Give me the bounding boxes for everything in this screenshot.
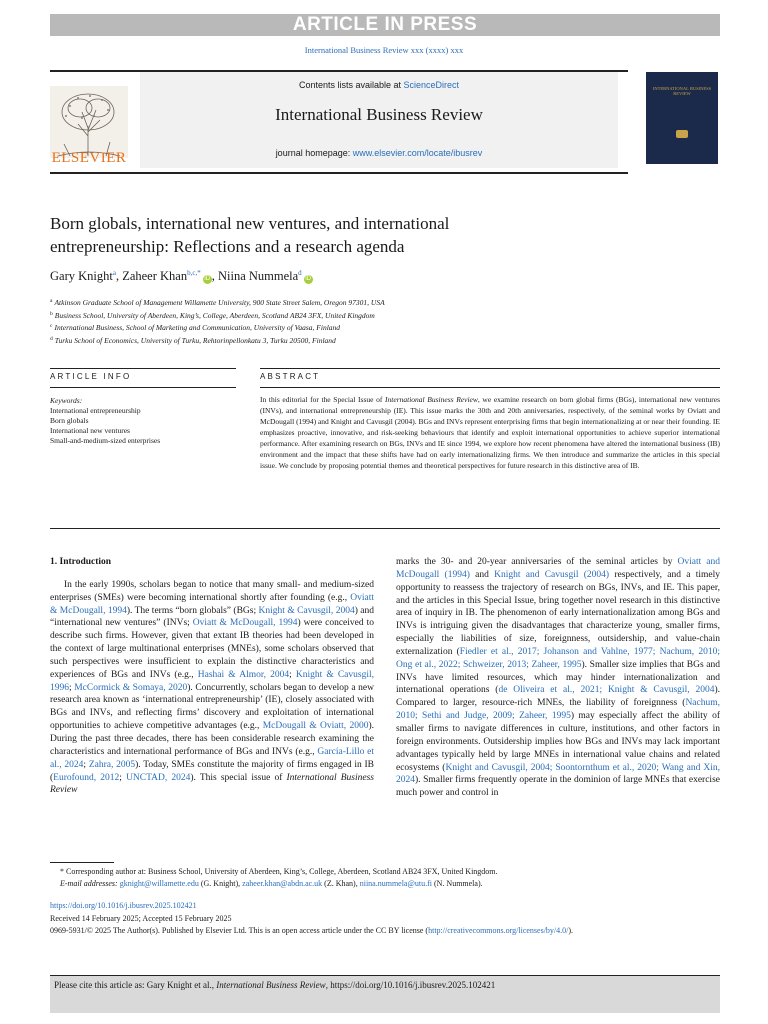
elsevier-wordmark: ELSEVIER <box>51 150 127 166</box>
citation-link[interactable]: McDougall & Oviatt, 2000 <box>262 721 369 732</box>
affiliation-marker: a <box>50 298 53 304</box>
article-title <box>50 212 610 258</box>
author-affiliation-marker[interactable]: a <box>112 269 116 277</box>
affiliation-text: Turku School of Economics, University of Turku, Rehtorinpellonkatu 3, Turku 20500, Finland <box>54 335 336 345</box>
body-text: ) and “international new ventures” (INVs; <box>50 605 374 629</box>
keywords-block <box>50 396 230 446</box>
email-link[interactable]: gknight@willamette.edu <box>119 879 199 888</box>
affiliation-marker: b <box>50 310 53 317</box>
cover-title: INTERNATIONAL BUSINESS REVIEW <box>652 86 712 96</box>
author-affiliation-marker[interactable]: b,c,* <box>187 269 201 277</box>
citation-link[interactable]: Eurofound, 2012 <box>53 772 120 783</box>
body-text: ; <box>69 682 75 693</box>
footnote-rule <box>50 862 114 863</box>
received-accepted-dates: Received 14 February 2025; Accepted 15 February 2025 <box>50 913 232 923</box>
masthead-bottom-rule <box>50 172 628 174</box>
article-metadata <box>50 900 730 938</box>
body-text: ). Smaller firms frequently operate in the dominion of large MNEs that exercise much power and control in <box>396 775 720 799</box>
author-affiliation-marker[interactable]: d <box>298 269 302 277</box>
body-text: ). The terms “born globals” (BGs; <box>126 605 259 616</box>
article-info-heading: ARTICLE INFO <box>50 372 132 381</box>
body-paragraph <box>50 579 374 797</box>
author-name[interactable]: Gary Knight <box>50 269 113 283</box>
affiliation-marker: d <box>50 335 53 342</box>
citation-link[interactable]: Knight and Cavusgil (2004) <box>494 569 610 580</box>
please-cite-box <box>50 975 720 1013</box>
body-text: ). During the past three decades, there has been considerable research examining the characteristics and international performance of BGs and INVs (e.g., <box>50 721 375 757</box>
citation-link[interactable]: Oviatt & McDougall, 1994 <box>50 592 374 616</box>
body-text: ). Compared to larger, resource-rich MNEs, the liability of foreignness ( <box>396 685 720 709</box>
affiliation-item <box>50 296 610 309</box>
article-in-press-banner: ARTICLE IN PRESS <box>50 14 720 36</box>
citation-link[interactable]: Oviatt & McDougall, 1994 <box>192 618 298 629</box>
affiliation-text: Atkinson Graduate School of Management Willamette University, 900 State Street Salem, Oregon 97301, USA <box>54 298 385 307</box>
cite-journal: International Business Review <box>216 980 326 990</box>
affiliation-item <box>50 321 610 334</box>
body-text: ). This special issue of <box>190 772 287 783</box>
contents-prefix: Contents lists available at <box>298 80 404 90</box>
article-info-sub-rule <box>50 387 236 388</box>
body-text: ) may especially affect the ability of smaller firms to navigate differences in culture, institutions, and other factors in foreign environments. Outsidership implies how BGs and INVs may lack important advantages typically held by large MNEs in international value chains and related ecosystems ( <box>396 711 720 773</box>
article-title-line-2: entrepreneurship: Reflections and a research agenda <box>50 237 405 256</box>
article-title-line-1: Born globals, international new ventures, and international <box>50 214 450 233</box>
homepage-link[interactable]: www.elsevier.com/locate/ibusrev <box>352 148 483 158</box>
keyword-item: Small-and-medium-sized enterprises <box>50 436 161 445</box>
sciencedirect-link[interactable]: ScienceDirect <box>403 80 460 90</box>
citation-link[interactable]: UNCTAD, 2024 <box>126 772 191 783</box>
journal-masthead <box>140 72 618 168</box>
body-text: ). Smaller size implies that BGs and INVs have limited resources, which may hinder internationalization and international operations ( <box>396 659 720 696</box>
license-statement <box>50 925 730 938</box>
citation-link[interactable]: Nachum, 2010; Sethi and Judge, 2009; Zaheer, 1995 <box>396 698 720 722</box>
contents-lists-line <box>140 80 618 90</box>
abstract-top-rule <box>260 368 720 369</box>
body-column-right <box>396 556 720 800</box>
author-list: Gary Knight$^a$, Zaheer Khan$^{b,c,*}$iD , Niina Nummela$^d$iD <box>50 269 311 283</box>
footnotes <box>50 866 730 890</box>
cover-badge <box>676 130 688 138</box>
orcid-icon[interactable]: iD <box>305 276 311 282</box>
cite-doi[interactable]: , https://doi.org/10.1016/j.ibusrev.2025.102421 <box>325 980 496 990</box>
citation-link[interactable]: Knight and Cavusgil, 2004; Soontornthum et al., 2020; Wang and Xin, 2024 <box>396 762 720 786</box>
citation-link[interactable]: Oviatt and McDougall (1994) <box>396 557 720 580</box>
journal-citation-link[interactable]: International Business Review xxx (xxxx) xxx <box>304 45 464 55</box>
citation-link[interactable]: Knight & Cavusgil, 1996 <box>50 669 375 693</box>
journal-homepage-line <box>140 148 618 158</box>
license-text: 0969-5931/© 2025 The Author(s). Published by Elsevier Ltd. This is an open access article under the CC BY license ( <box>50 926 429 935</box>
journal-name-italic: International Business Review <box>50 772 374 796</box>
email-link[interactable]: zaheer.khan@abdn.ac.uk <box>242 879 323 888</box>
citation-link[interactable]: Zahra, 2005 <box>88 759 136 770</box>
affiliation-text: Business School, University of Aberdeen, King’s, College, Aberdeen, Scotland AB24 3FX, United Kingdom <box>54 310 375 320</box>
citation-link[interactable]: Hashai & Almor, 2004 <box>197 669 290 680</box>
abstract-journal-name: International Business Review <box>385 395 478 404</box>
author-name[interactable]: Zaheer Khan <box>122 269 188 283</box>
email-addresses <box>50 878 730 890</box>
license-text: ). <box>568 926 574 935</box>
affiliation-item <box>50 334 610 347</box>
body-column-left <box>50 556 374 797</box>
body-text: ; <box>289 669 296 680</box>
article-info-top-rule <box>50 368 236 369</box>
author-name[interactable]: Niina Nummela <box>217 269 299 283</box>
journal-cover-thumbnail[interactable] <box>646 72 718 164</box>
body-text: and <box>469 569 495 580</box>
cite-text: Please cite this article as: Gary Knight et al., <box>54 980 217 990</box>
homepage-prefix: journal homepage: <box>275 148 353 158</box>
body-text: ; <box>119 772 127 783</box>
email-label: E-mail addresses: <box>60 879 118 888</box>
email-link[interactable]: niina.nummela@utu.fi <box>359 879 432 888</box>
keyword-item: Born globals <box>50 416 89 425</box>
section-heading-introduction: 1. Introduction <box>50 557 112 567</box>
orcid-icon[interactable]: iD <box>204 276 211 282</box>
citation-link[interactable]: de Oliveira et al., 2021; Knight & Cavusgil, 2004 <box>498 685 715 696</box>
keyword-item: International entrepreneurship <box>50 406 141 415</box>
affiliation-text: International Business, School of Marketing and Communication, University of Vaasa, Finland <box>54 323 341 332</box>
body-text: marks the 30- and 20-year anniversaries of the seminal articles by <box>396 557 678 567</box>
keywords-label: Keywords: <box>50 396 83 405</box>
body-text: ) were conceived to describe such firms. However, given that extant IB theories had been developed in the context of large multinational enterprises (MNEs), some scholars observed that such perspectives were insufficient to explain the distinctive characteristics and experiences of BGs and INVs (e.g., <box>50 618 374 680</box>
body-text: respectively, and a timely opportunity to reassess the trajectory of research on BGs, INVs, and IE. This paper, and the articles in this Special Issue, bring together novel research in this distinctive area of inquiry in IB. The phenomenon of early internationalization among BGs and INVs is intriguing given the disadvantages that characterize young, smaller firms, especially the liabilities of size, foreignness, outsidership, and value-chain externalization ( <box>396 569 720 657</box>
citation-link[interactable]: Knight & Cavusgil, 2004 <box>258 605 355 616</box>
email-owner: (N. Nummela). <box>431 879 483 888</box>
abstract-text <box>260 394 720 471</box>
abstract-sub-rule <box>260 387 720 388</box>
body-text: ). Concurrently, scholars began to develop a new research area known as ‘international entrepreneurship’ (IE), closely associated with BGs and INVs, and reflecting firms’ discovery and exploitation of international opportunities to achieve competitive advantages (e.g., <box>50 682 375 732</box>
affiliation-marker: c <box>50 323 53 329</box>
body-text: ). Today, SMEs constitute the majority of firms engaged in IB ( <box>50 759 375 783</box>
keyword-item: International new ventures <box>50 426 130 435</box>
affiliation-item <box>50 309 610 322</box>
journal-title: International Business Review <box>275 105 483 124</box>
body-paragraph <box>396 556 720 800</box>
abstract-bottom-rule <box>50 528 720 529</box>
citation-link[interactable]: García-Lillo et al., 2024 <box>50 746 374 770</box>
citation-link[interactable]: Fiedler et al., 2017; Johanson and Vahlne, 1977; Nachum, 2010; Ong et al., 2022; Schweizer, 2013; Zaheer, 1995 <box>396 646 720 670</box>
corresponding-author-note: * Corresponding author at: Business School, University of Aberdeen, King’s, College, Aberdeen, Scotland AB24 3FX, United Kingdom. <box>60 867 498 876</box>
email-owner: (Z. Khan), <box>322 879 360 888</box>
email-owner: (G. Knight), <box>198 879 243 888</box>
citation-link[interactable]: McCormick & Somaya, 2020 <box>74 682 188 693</box>
doi-link[interactable]: https://doi.org/10.1016/j.ibusrev.2025.102421 <box>50 901 197 910</box>
abstract-text-part: , we examine research on born global firms (BGs), international new ventures (INVs), and international entrepreneurship (IE). This issue marks the 30th and 20th anniversaries, respectively, of the seminal works by Oviatt and McDougall (1994) and Knight and Cavusgil (2004). BGs and INVs represent enterprising firms that begin internationalizing at or near their founding. IE emphasizes proactive, innovative, and risk-seeking behaviours that identify and exploit international opportunities to achieve superior international performance. After examining research on BGs, INVs and IE since 1994, we explore how recent phenomena have altered the international business (IB) environment and the impact that these shifts have had on early internationalizing firms. We then introduce and summarize the articles in this special issue. We conclude by proposing potential themes and theoretical perspectives for future research in this distinctive area of IB. <box>260 395 721 470</box>
abstract-heading: ABSTRACT <box>260 372 321 381</box>
license-link[interactable]: http://creativecommons.org/licenses/by/4.0/ <box>428 926 569 935</box>
affiliations <box>50 296 610 346</box>
body-text: In the early 1990s, scholars began to notice that many small- and medium-sized enterprises (SMEs) were becoming international shortly after founding (e.g., <box>50 579 374 603</box>
abstract-text-part: In this editorial for the Special Issue of <box>260 395 386 404</box>
body-text: ; <box>83 759 89 770</box>
